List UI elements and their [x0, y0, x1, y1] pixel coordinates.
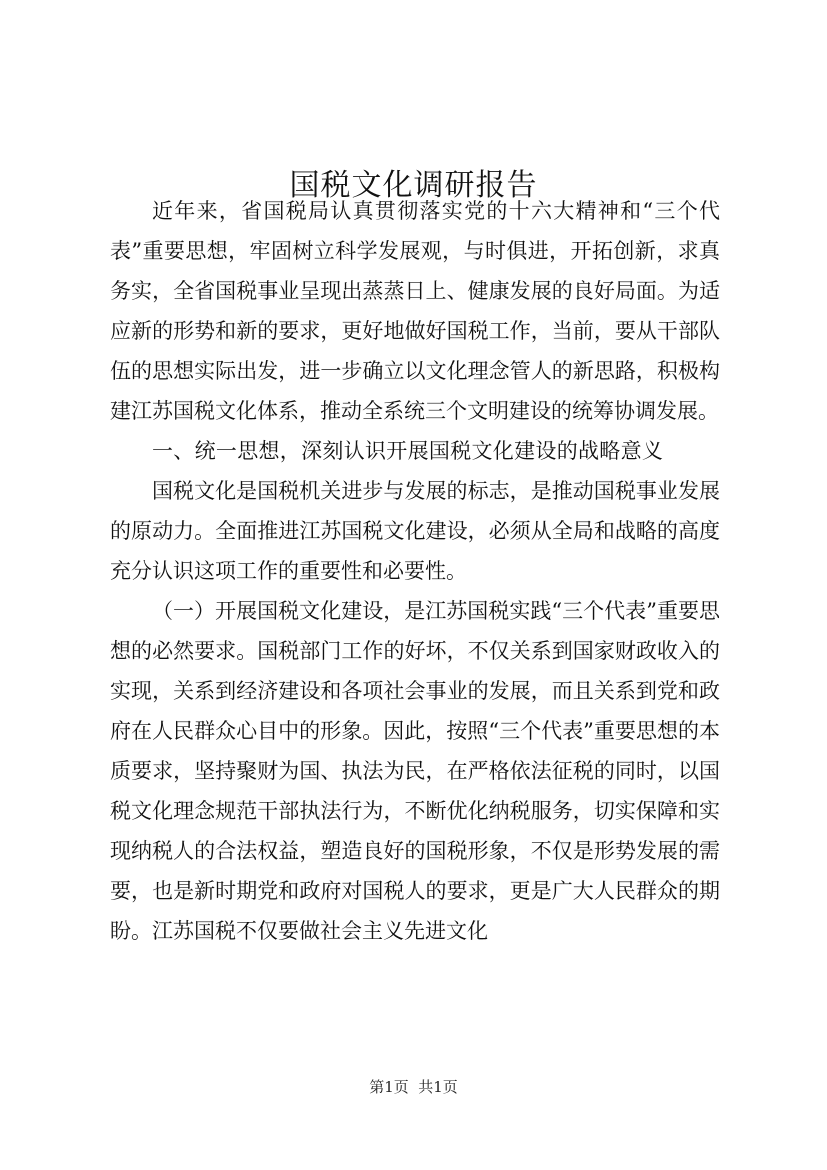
page-number-label: 第1页 共1页	[369, 1078, 458, 1096]
section-heading-one: 一、统一思想，深刻认识开展国税文化建设的战略意义	[152, 439, 664, 463]
page-footer	[0, 1077, 827, 1097]
paragraph-section-one-summary: 国税文化是国税机关进步与发展的标志，是推动国税事业发展的原动力。全面推进江苏国税文化建设，必须从全局和战略的高度充分认识这项工作的重要性和必要性。	[110, 479, 720, 583]
paragraph-subsection-one: （一）开展国税文化建设，是江苏国税实践“三个代表”重要思想的必然要求。国税部门工作的好坏，不仅关系到国家财政收入的实现，关系到经济建设和各项社会事业的发展，而且关系到党和政府在人民群众心目中的形象。因此，按照“三个代表”重要思想的本质要求，坚持聚财为国、执法为民，在严格依法征税的同时，以国税文化理念规范干部执法行为，不断优化纳税服务，切实保障和实现纳税人的合法权益，塑造良好的国税形象，不仅是形势发展的需要，也是新时期党和政府对国税人的要求，更是广大人民群众的期盼。江苏国税不仅要做社会主义先进文化	[110, 599, 720, 943]
document-title: 国税文化调研报告	[289, 168, 538, 204]
document-body	[110, 191, 720, 951]
paragraph-intro: 近年来，省国税局认真贯彻落实党的十六大精神和“三个代表”重要思想，牢固树立科学发展观，与时俱进，开拓创新，求真务实，全省国税事业呈现出蒸蒸日上、健康发展的良好局面。为适应新的形势和新的要求，更好地做好国税工作，当前，要从干部队伍的思想实际出发，进一步确立以文化理念管人的新思路，积极构建江苏国税文化体系，推动全系统三个文明建设的统筹协调发展。	[110, 199, 720, 423]
